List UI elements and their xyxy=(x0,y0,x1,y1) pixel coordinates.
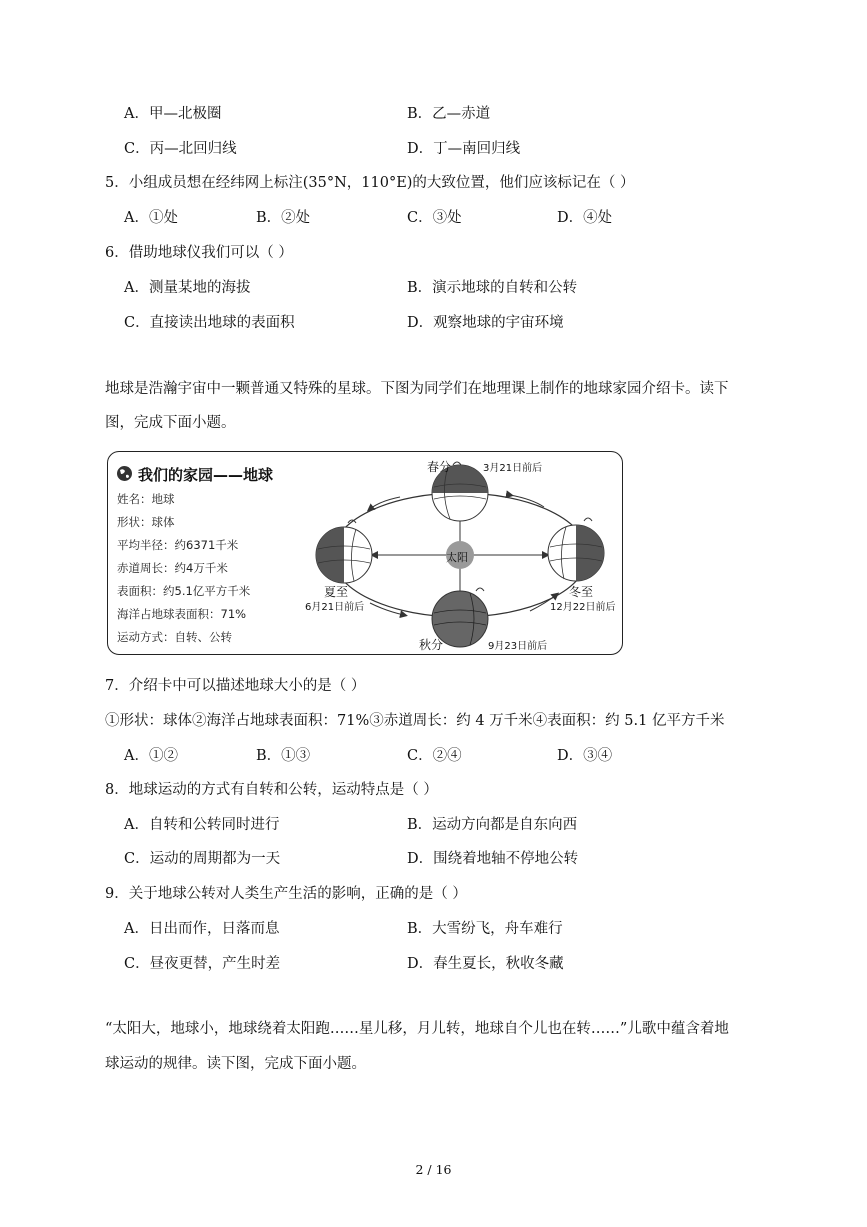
summer-earth xyxy=(316,527,372,583)
q9-stem: 9．关于地球公转对人类生产生活的影响，正确的是（ ） xyxy=(105,886,467,902)
autumn-label: 秋分 xyxy=(419,638,444,652)
q4-option-b: B．乙—赤道 xyxy=(407,106,491,122)
passage2-line2: 球运动的规律。读下图，完成下面小题。 xyxy=(105,1056,366,1072)
card-item-shape: 形状：球体 xyxy=(117,515,175,529)
card-item-radius: 平均半径：约6371千米 xyxy=(117,538,239,552)
q6-option-c: C．直接读出地球的表面积 xyxy=(124,315,295,331)
q7-option-a: A．①② xyxy=(124,748,178,764)
q5-option-c: C．③处 xyxy=(407,210,462,226)
q5-option-d: D．④处 xyxy=(557,210,613,226)
q8-option-a: A．自转和公转同时进行 xyxy=(124,817,280,833)
q5-stem: 5．小组成员想在经纬网上标注(35°N，110°E)的大致位置，他们应该标记在（ ） xyxy=(105,175,635,191)
q7-option-c: C．②④ xyxy=(407,748,462,764)
q6-option-b: B．演示地球的自转和公转 xyxy=(407,280,578,296)
card-item-name: 姓名：地球 xyxy=(117,492,175,506)
winter-date: 12月22日前后 xyxy=(550,602,616,613)
q8-stem: 8．地球运动的方式有自转和公转，运动特点是（ ） xyxy=(105,782,438,798)
q9-option-a: A．日出而作，日落而息 xyxy=(124,921,280,937)
winter-label: 冬至 xyxy=(569,585,594,599)
globe-icon xyxy=(116,465,133,482)
q8-option-c: C．运动的周期都为一天 xyxy=(124,851,281,867)
card-item-motion: 运动方式：自转、公转 xyxy=(117,630,232,644)
passage1-line1: 地球是浩瀚宇宙中一颗普通又特殊的星球。下图为同学们在地理课上制作的地球家园介绍卡。读下 xyxy=(105,381,729,397)
q8-option-d: D．围绕着地轴不停地公转 xyxy=(407,851,579,867)
q8-option-b: B．运动方向都是自东向西 xyxy=(407,817,578,833)
card-item-ocean: 海洋占地球表面积：71% xyxy=(117,607,247,621)
sun-label: 太阳 xyxy=(446,551,468,564)
q4-option-c: C．丙—北回归线 xyxy=(124,141,237,157)
q6-option-a: A．测量某地的海拔 xyxy=(124,280,251,296)
q6-stem: 6．借助地球仪我们可以（ ） xyxy=(105,245,293,261)
summer-date: 6月21日前后 xyxy=(305,602,365,613)
page-number: 2 / 16 xyxy=(415,1162,452,1177)
q4-option-d: D．丁—南回归线 xyxy=(407,141,521,157)
q7-statements: ①形状：球体②海洋占地球表面积：71%③赤道周长：约 4 万千米④表面积：约 5.1 亿平方千米 xyxy=(105,713,725,729)
q6-option-d: D．观察地球的宇宙环境 xyxy=(407,315,564,331)
q7-stem: 7．介绍卡中可以描述地球大小的是（ ） xyxy=(105,678,366,694)
q5-option-a: A．①处 xyxy=(124,210,178,226)
card-item-area: 表面积：约5.1亿平方千米 xyxy=(117,584,251,598)
q4-option-a: A．甲—北极圈 xyxy=(124,106,222,122)
q5-option-b: B．②处 xyxy=(256,210,311,226)
spring-date: 3月21日前后 xyxy=(483,463,543,474)
passage2-line1: “太阳大，地球小，地球绕着太阳跑……星儿移，月儿转，地球自个儿也在转……”儿歌中蕴含着地 xyxy=(105,1021,729,1037)
autumn-date: 9月23日前后 xyxy=(488,641,548,652)
q7-option-b: B．①③ xyxy=(256,748,311,764)
passage1-line2: 图，完成下面小题。 xyxy=(105,415,236,431)
winter-earth xyxy=(548,525,604,581)
spring-label: 春分 xyxy=(427,460,452,474)
card-title: 我们的家园——地球 xyxy=(138,466,274,484)
q9-option-d: D．春生夏长，秋收冬藏 xyxy=(407,956,564,972)
q9-option-b: B．大雪纷飞，舟车难行 xyxy=(407,921,563,937)
q9-option-c: C．昼夜更替，产生时差 xyxy=(124,956,281,972)
summer-label: 夏至 xyxy=(324,585,349,599)
q7-option-d: D．③④ xyxy=(557,748,613,764)
card-item-circumference: 赤道周长：约4万千米 xyxy=(117,561,228,575)
